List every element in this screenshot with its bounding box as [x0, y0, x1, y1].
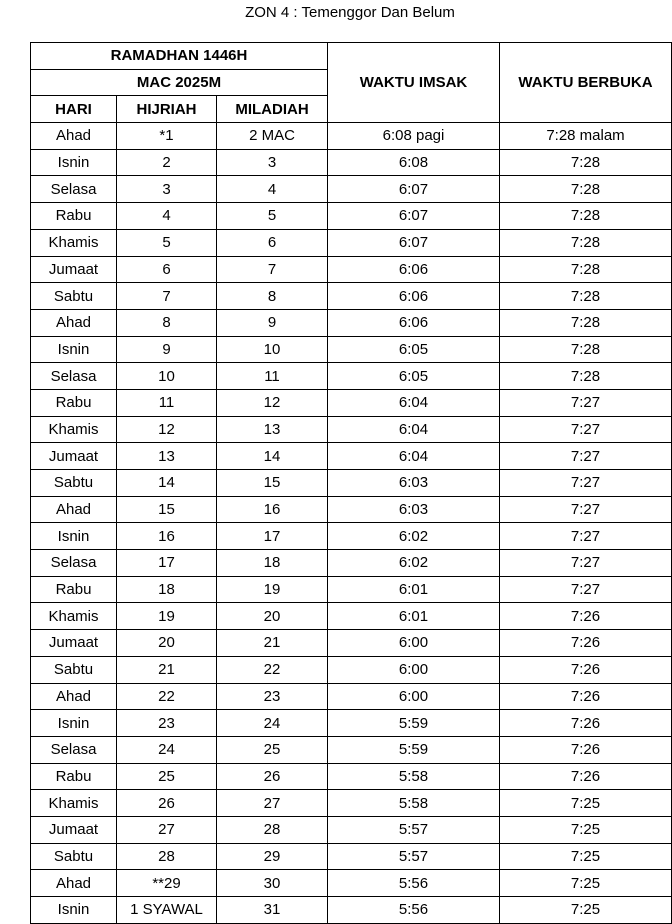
cell-miladiah: 28 [217, 816, 328, 843]
table-row [31, 389, 672, 416]
cell-imsak: 6:02 [328, 523, 500, 550]
table-row [31, 256, 672, 283]
cell-berbuka: 7:28 [500, 309, 672, 336]
cell-hijriah: 27 [117, 816, 217, 843]
cell-imsak: 6:05 [328, 363, 500, 390]
cell-berbuka: 7:27 [500, 523, 672, 550]
table-row [31, 123, 672, 150]
table-row [31, 363, 672, 390]
cell-hijriah: 8 [117, 309, 217, 336]
cell-berbuka: 7:28 [500, 256, 672, 283]
cell-berbuka: 7:28 [500, 229, 672, 256]
cell-berbuka: 7:28 [500, 363, 672, 390]
cell-miladiah: 4 [217, 176, 328, 203]
cell-hijriah: 2 [117, 149, 217, 176]
cell-berbuka: 7:27 [500, 496, 672, 523]
cell-berbuka: 7:26 [500, 710, 672, 737]
cell-hari: Selasa [31, 176, 117, 203]
cell-miladiah: 29 [217, 843, 328, 870]
cell-hari: Ahad [31, 123, 117, 150]
table-row [31, 603, 672, 630]
cell-miladiah: 15 [217, 470, 328, 497]
cell-hijriah: 28 [117, 843, 217, 870]
cell-berbuka: 7:27 [500, 550, 672, 577]
cell-berbuka: 7:26 [500, 630, 672, 657]
cell-berbuka: 7:26 [500, 603, 672, 630]
table-row [31, 816, 672, 843]
cell-hari: Khamis [31, 416, 117, 443]
cell-miladiah: 21 [217, 630, 328, 657]
cell-hari: Khamis [31, 229, 117, 256]
cell-hijriah: 15 [117, 496, 217, 523]
table-row [31, 630, 672, 657]
cell-hijriah: **29 [117, 870, 217, 897]
cell-berbuka: 7:27 [500, 443, 672, 470]
cell-hijriah: 1 SYAWAL [117, 897, 217, 924]
cell-imsak: 6:02 [328, 550, 500, 577]
cell-hari: Rabu [31, 203, 117, 230]
cell-imsak: 6:03 [328, 470, 500, 497]
cell-miladiah: 20 [217, 603, 328, 630]
cell-miladiah: 13 [217, 416, 328, 443]
cell-miladiah: 2 MAC [217, 123, 328, 150]
cell-hijriah: 4 [117, 203, 217, 230]
table-row [31, 550, 672, 577]
cell-berbuka: 7:26 [500, 683, 672, 710]
header-row-ramadhan [31, 43, 672, 70]
cell-imsak: 6:04 [328, 416, 500, 443]
cell-miladiah: 30 [217, 870, 328, 897]
cell-miladiah: 14 [217, 443, 328, 470]
cell-berbuka: 7:28 malam [500, 123, 672, 150]
cell-hijriah: 9 [117, 336, 217, 363]
cell-hari: Isnin [31, 336, 117, 363]
table-row [31, 843, 672, 870]
cell-miladiah: 6 [217, 229, 328, 256]
cell-imsak: 5:57 [328, 843, 500, 870]
cell-imsak: 5:56 [328, 870, 500, 897]
cell-hari: Selasa [31, 736, 117, 763]
cell-miladiah: 25 [217, 736, 328, 763]
table-row [31, 576, 672, 603]
cell-hijriah: 13 [117, 443, 217, 470]
table-row [31, 736, 672, 763]
cell-imsak: 6:06 [328, 256, 500, 283]
cell-miladiah: 12 [217, 389, 328, 416]
table-body [31, 123, 672, 924]
cell-hijriah: 22 [117, 683, 217, 710]
table-row [31, 336, 672, 363]
cell-hijriah: 16 [117, 523, 217, 550]
table-row [31, 683, 672, 710]
cell-imsak: 6:06 [328, 283, 500, 310]
cell-berbuka: 7:28 [500, 149, 672, 176]
cell-hari: Sabtu [31, 843, 117, 870]
cell-hari: Rabu [31, 576, 117, 603]
table-row [31, 309, 672, 336]
table-row [31, 790, 672, 817]
cell-miladiah: 24 [217, 710, 328, 737]
cell-miladiah: 19 [217, 576, 328, 603]
miladiah-header: MILADIAH [217, 96, 328, 123]
cell-hijriah: 26 [117, 790, 217, 817]
cell-miladiah: 5 [217, 203, 328, 230]
cell-imsak: 6:07 [328, 203, 500, 230]
table-row [31, 710, 672, 737]
cell-berbuka: 7:26 [500, 763, 672, 790]
cell-hari: Sabtu [31, 656, 117, 683]
cell-berbuka: 7:27 [500, 470, 672, 497]
cell-hijriah: 11 [117, 389, 217, 416]
cell-hijriah: 6 [117, 256, 217, 283]
cell-hari: Jumaat [31, 256, 117, 283]
table-row [31, 470, 672, 497]
cell-hijriah: 14 [117, 470, 217, 497]
imsak-header: WAKTU IMSAK [328, 43, 500, 123]
cell-berbuka: 7:28 [500, 203, 672, 230]
cell-berbuka: 7:26 [500, 736, 672, 763]
cell-imsak: 6:07 [328, 176, 500, 203]
cell-imsak: 6:06 [328, 309, 500, 336]
cell-hari: Khamis [31, 790, 117, 817]
cell-miladiah: 16 [217, 496, 328, 523]
ramadhan-header: RAMADHAN 1446H [31, 43, 328, 70]
cell-berbuka: 7:27 [500, 416, 672, 443]
cell-hari: Jumaat [31, 816, 117, 843]
cell-berbuka: 7:25 [500, 843, 672, 870]
cell-berbuka: 7:25 [500, 816, 672, 843]
cell-hijriah: *1 [117, 123, 217, 150]
table-row [31, 656, 672, 683]
cell-hijriah: 23 [117, 710, 217, 737]
table-row [31, 229, 672, 256]
cell-hijriah: 10 [117, 363, 217, 390]
cell-imsak: 5:56 [328, 897, 500, 924]
cell-imsak: 6:04 [328, 443, 500, 470]
cell-hari: Isnin [31, 523, 117, 550]
cell-berbuka: 7:28 [500, 283, 672, 310]
cell-hari: Selasa [31, 363, 117, 390]
table-row [31, 416, 672, 443]
cell-hijriah: 5 [117, 229, 217, 256]
cell-imsak: 5:59 [328, 710, 500, 737]
cell-berbuka: 7:28 [500, 336, 672, 363]
cell-hari: Rabu [31, 389, 117, 416]
cell-hari: Selasa [31, 550, 117, 577]
cell-berbuka: 7:26 [500, 656, 672, 683]
cell-imsak: 6:01 [328, 603, 500, 630]
table-row [31, 897, 672, 924]
berbuka-header: WAKTU BERBUKA [500, 43, 672, 123]
cell-hari: Jumaat [31, 443, 117, 470]
cell-hari: Jumaat [31, 630, 117, 657]
cell-imsak: 6:08 pagi [328, 123, 500, 150]
cell-miladiah: 26 [217, 763, 328, 790]
cell-miladiah: 31 [217, 897, 328, 924]
cell-imsak: 6:00 [328, 630, 500, 657]
cell-hari: Isnin [31, 897, 117, 924]
page-title: ZON 4 : Temenggor Dan Belum [245, 4, 455, 21]
cell-hari: Isnin [31, 149, 117, 176]
cell-hijriah: 20 [117, 630, 217, 657]
cell-imsak: 5:59 [328, 736, 500, 763]
cell-imsak: 6:00 [328, 683, 500, 710]
table-row [31, 523, 672, 550]
cell-hari: Isnin [31, 710, 117, 737]
cell-miladiah: 9 [217, 309, 328, 336]
cell-hijriah: 24 [117, 736, 217, 763]
cell-hari: Ahad [31, 309, 117, 336]
table-row [31, 283, 672, 310]
cell-imsak: 6:01 [328, 576, 500, 603]
cell-hijriah: 21 [117, 656, 217, 683]
cell-miladiah: 27 [217, 790, 328, 817]
cell-hari: Ahad [31, 683, 117, 710]
cell-hijriah: 19 [117, 603, 217, 630]
cell-miladiah: 23 [217, 683, 328, 710]
table-row [31, 203, 672, 230]
cell-miladiah: 18 [217, 550, 328, 577]
cell-berbuka: 7:25 [500, 897, 672, 924]
month-header: MAC 2025M [31, 69, 328, 96]
cell-miladiah: 11 [217, 363, 328, 390]
cell-hijriah: 17 [117, 550, 217, 577]
cell-imsak: 6:05 [328, 336, 500, 363]
table-row [31, 443, 672, 470]
cell-hijriah: 18 [117, 576, 217, 603]
cell-hari: Ahad [31, 496, 117, 523]
cell-miladiah: 22 [217, 656, 328, 683]
cell-hijriah: 3 [117, 176, 217, 203]
cell-imsak: 6:00 [328, 656, 500, 683]
hari-header: HARI [31, 96, 117, 123]
cell-berbuka: 7:28 [500, 176, 672, 203]
cell-berbuka: 7:25 [500, 870, 672, 897]
cell-hari: Rabu [31, 763, 117, 790]
cell-berbuka: 7:27 [500, 576, 672, 603]
cell-hari: Ahad [31, 870, 117, 897]
cell-imsak: 5:58 [328, 790, 500, 817]
cell-miladiah: 8 [217, 283, 328, 310]
cell-miladiah: 3 [217, 149, 328, 176]
cell-hijriah: 7 [117, 283, 217, 310]
cell-imsak: 5:58 [328, 763, 500, 790]
table-row [31, 870, 672, 897]
table-row [31, 763, 672, 790]
cell-hijriah: 25 [117, 763, 217, 790]
cell-imsak: 6:04 [328, 389, 500, 416]
table-row [31, 496, 672, 523]
cell-imsak: 5:57 [328, 816, 500, 843]
cell-miladiah: 7 [217, 256, 328, 283]
cell-miladiah: 17 [217, 523, 328, 550]
cell-hari: Khamis [31, 603, 117, 630]
cell-hari: Sabtu [31, 283, 117, 310]
cell-imsak: 6:07 [328, 229, 500, 256]
cell-miladiah: 10 [217, 336, 328, 363]
table-row [31, 176, 672, 203]
cell-hijriah: 12 [117, 416, 217, 443]
hijriah-header: HIJRIAH [117, 96, 217, 123]
cell-berbuka: 7:27 [500, 389, 672, 416]
cell-imsak: 6:03 [328, 496, 500, 523]
cell-imsak: 6:08 [328, 149, 500, 176]
table-row [31, 149, 672, 176]
cell-berbuka: 7:25 [500, 790, 672, 817]
cell-hari: Sabtu [31, 470, 117, 497]
schedule-table [30, 42, 672, 924]
